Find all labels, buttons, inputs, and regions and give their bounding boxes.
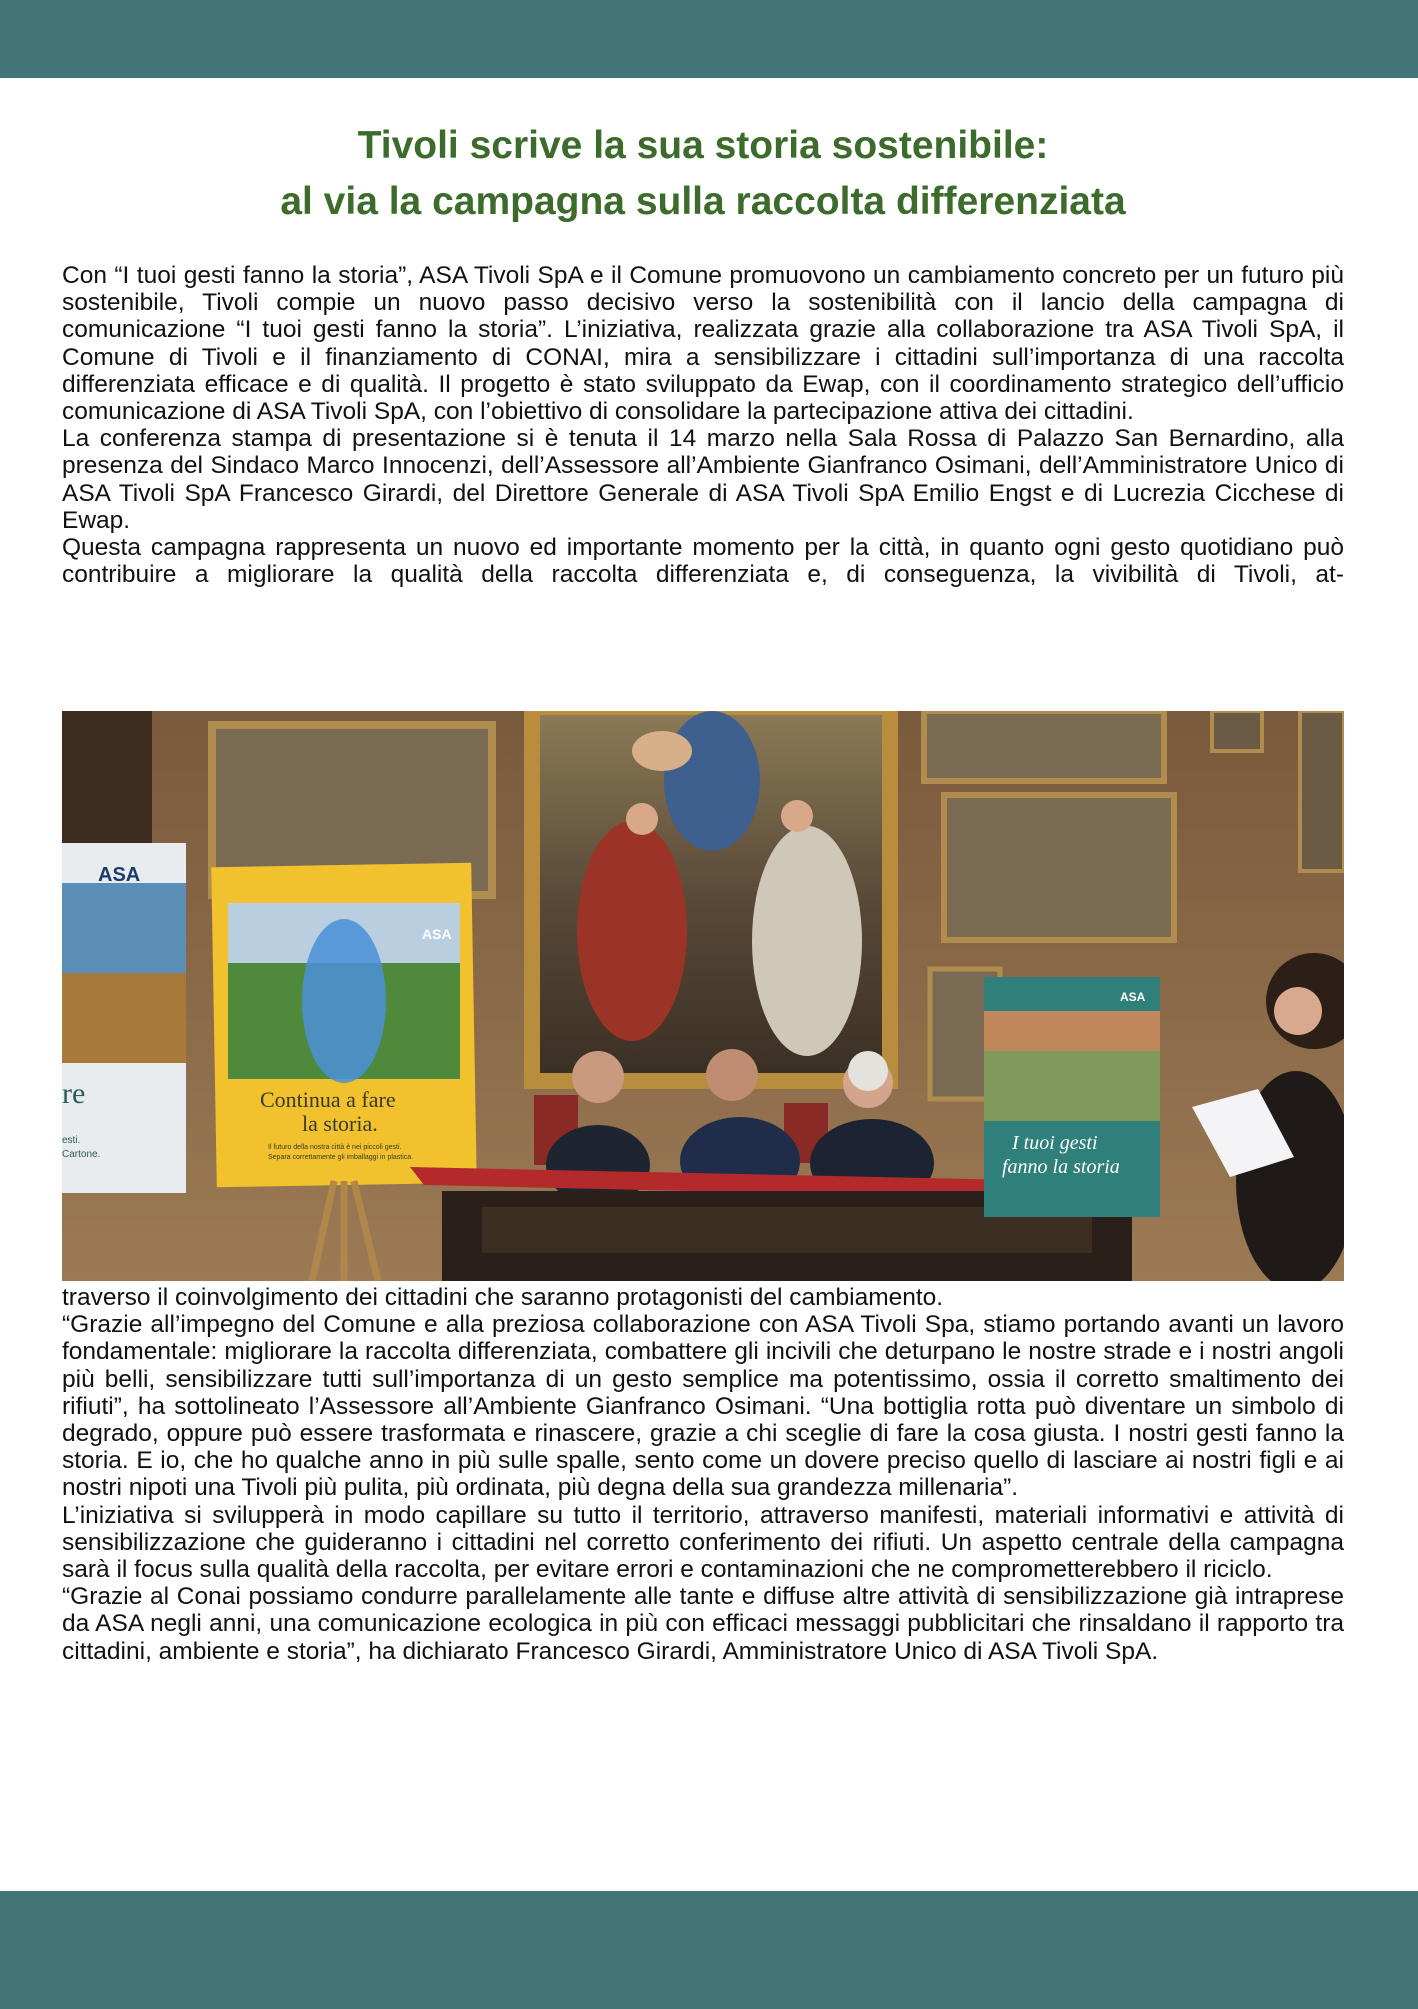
- poster-right-headline-2: fanno la storia: [1002, 1156, 1120, 1178]
- paragraph: traverso il coinvolgimento dei cittadini che saranno protagonisti del cambiamento.: [62, 1284, 944, 1311]
- person-hair: [848, 1051, 888, 1091]
- paragraph: L’iniziativa si svilupperà in modo capillare su tutto il territorio, attraverso manifesti, materiali informativi e attività di sensibilizzazione che guideranno i cittadini nel corretto conferimento dei rifiuti. Un aspetto centrale della campagna sarà il focus sulla qualità della raccolta, per evitare errori e contaminazioni che ne comprometterebbero il riciclo.: [62, 1501, 1344, 1584]
- paragraph: “Grazie al Conai possiamo condurre parallelamente alle tante e diffuse altre attività di sensibilizzazione già intraprese da ASA negli anni, una comunicazione ecologica in più con efficaci messaggi pubblicitari che rinsaldano il rapporto tra cittadini, ambiente e storia”, ha dichiarato Francesco Girardi, Amministratore Unico di ASA Tivoli SpA.: [62, 1583, 1344, 1665]
- poster-left-headline: re: [62, 1077, 86, 1110]
- article-title: [62, 118, 1344, 230]
- paragraph: La conferenza stampa di presentazione si è tenuta il 14 marzo nella Sala Rossa di Palazzo San Bernardino, alla presenza del Sindaco Marco Innocenzi, dell’Assessore all’Ambiente Gianfranco Osimani, dell’Amministratore Unico di ASA Tivoli SpA Francesco Girardi, del Direttore Generale di ASA Tivoli SpA Emilio Engst e di Lucrezia Cicchese di Ewap.: [62, 425, 1344, 534]
- painting-figure: [752, 826, 862, 1056]
- title-line-1: Tivoli scrive la sua storia sostenibile:: [357, 124, 1049, 167]
- person-head: [706, 1049, 758, 1101]
- article-body-bottom: [62, 1284, 1344, 1665]
- poster-right-logo: ASA: [1120, 990, 1146, 1004]
- poster-left-small: esti.: [62, 1135, 81, 1146]
- poster-yellow-bottle: [302, 919, 386, 1083]
- poster-yellow-sub-2: Separa correttamente gli imballaggi in plastica.: [268, 1154, 414, 1161]
- plaque: [924, 711, 1164, 781]
- bottom-color-band: [0, 1891, 1418, 2009]
- person-head: [572, 1051, 624, 1103]
- painting-figure: [632, 731, 692, 771]
- paragraph: “Grazie all’impegno del Comune e alla preziosa collaborazione con ASA Tivoli Spa, stiamo portando avanti un lavoro fondamentale: migliorare la raccolta differenziata, combattere gli incivili che deturpano le nostre strade e i nostri angoli più belli, sensibilizzare tutti sull’importanza di un gesto semplice ma potentissimo, ossia il corretto smaltimento dei rifiuti”, ha sottolineato l’Assessore all’Ambiente Gianfranco Osimani. “Una bottiglia rotta può diventare un simbolo di degrado, oppure può essere trasformata e rinascere, grazie a chi sceglie di fare la cosa giusta. I nostri gesti fanno la storia. E io, che ho qualche anno in più sulle spalle, sento come un dovere preciso quello di lasciare ai nostri figli e ai nostri nipoti una Tivoli più pulita, più ordinata, più degna della sua grandezza millenaria”.: [62, 1311, 1344, 1502]
- painting-figure: [781, 800, 813, 832]
- painting-figure: [664, 711, 760, 851]
- poster-left-small2: Cartone.: [62, 1149, 101, 1160]
- poster-left-logo: ASA: [98, 864, 141, 886]
- plaque: [944, 795, 1174, 940]
- poster-left-image-ground: [62, 973, 186, 1063]
- title-line-2: al via la campagna sulla raccolta differenziata: [280, 180, 1126, 223]
- painting-figure: [577, 821, 687, 1041]
- poster-right-headline-1: I tuoi gesti: [1012, 1132, 1098, 1154]
- poster-yellow-headline-1: Continua a fare: [260, 1087, 396, 1112]
- poster-right-image-top: [984, 1011, 1160, 1051]
- poster-yellow-sub-1: Il futuro della nostra città è nei piccoli gesti.: [268, 1144, 402, 1151]
- top-color-band: [0, 0, 1418, 78]
- plaque: [1300, 711, 1344, 871]
- article-body-top: [62, 262, 1344, 588]
- presenter-face: [1274, 987, 1322, 1035]
- press-conference-photo: [62, 711, 1344, 1281]
- paragraph: Con “I tuoi gesti fanno la storia”, ASA Tivoli SpA e il Comune promuovono un cambiamento concreto per un futuro più sostenibile, Tivoli compie un nuovo passo decisivo verso la sostenibilità con il lancio della campagna di comunicazione “I tuoi gesti fanno la storia”. L’iniziativa, realizzata grazie alla collaborazione tra ASA Tivoli SpA, il Comune di Tivoli e il finanziamento di CONAI, mira a sensibilizzare i cittadini sull’importanza di una raccolta differenziata efficace e di qualità. Il progetto è stato sviluppato da Ewap, con il coordinamento strategico dell’ufficio comunicazione di ASA Tivoli SpA, con l’obiettivo di consolidare la partecipazione attiva dei cittadini.: [62, 262, 1344, 426]
- plaque: [1212, 711, 1262, 751]
- poster-yellow-logo: ASA: [422, 926, 452, 942]
- paragraph: Questa campagna rappresenta un nuovo ed importante momento per la città, in quanto ogni gesto quotidiano può contribuire a migliorare la qualità della raccolta differenziata e, di conseguenza, la vivibilità di Tivoli, at-: [62, 534, 1344, 589]
- poster-yellow-headline-2: la storia.: [302, 1111, 378, 1136]
- painting-figure: [626, 803, 658, 835]
